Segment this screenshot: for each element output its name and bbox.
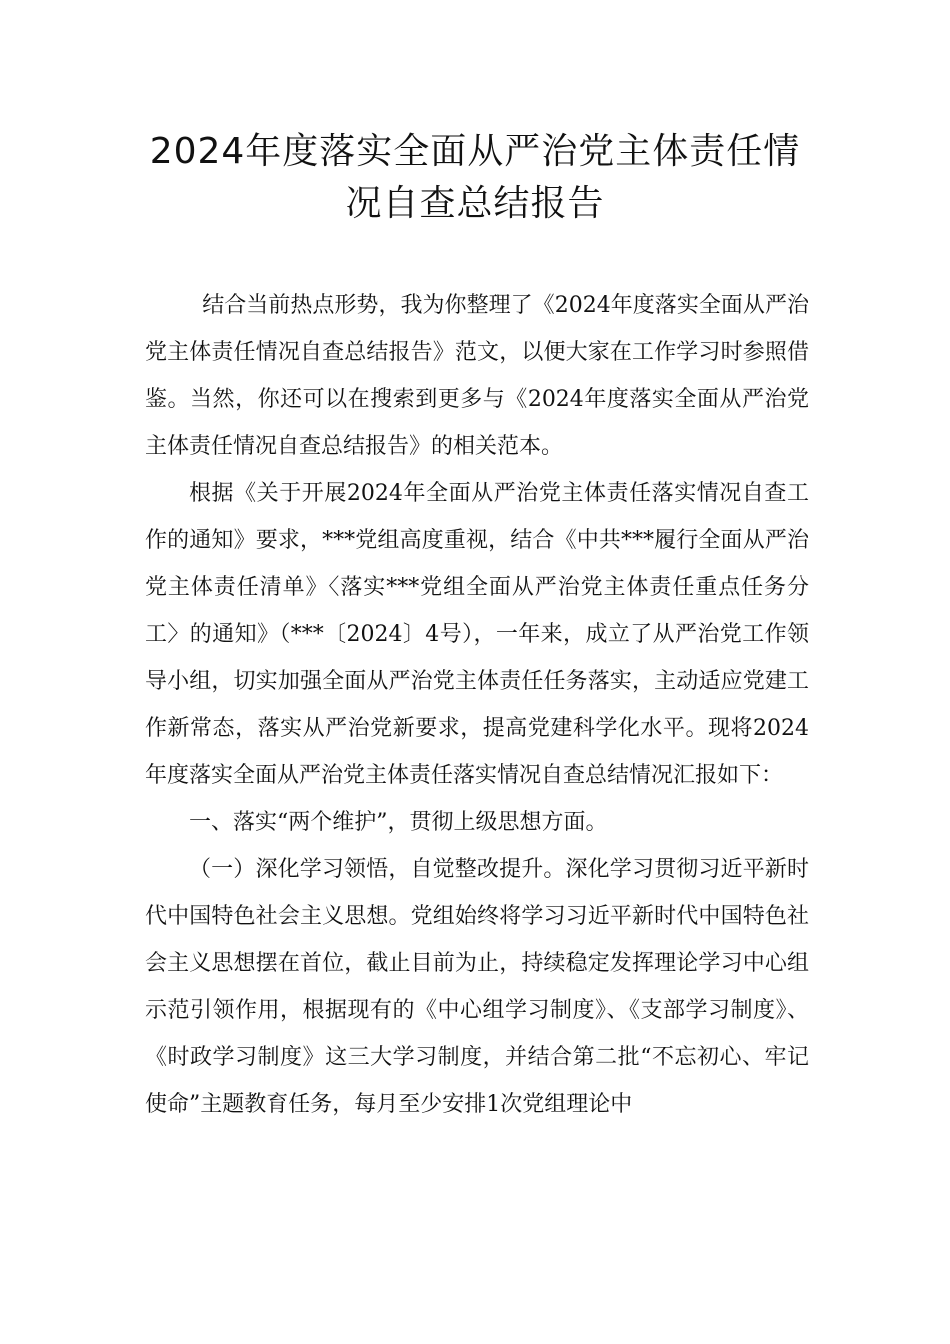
subsection-paragraph-1: （一）深化学习领悟，自觉整改提升。深化学习贯彻习近平新时代中国特色社会主义思想。党组始终将学习习近平新时代中国特色社会主义思想摆在首位，截止目前为止，持续稳定发挥理论学习中心组示范引领作用，根据现有的《中心组学习制度》、《支部学习制度》、《时政学习制度》这三大学习制度，并结合第二批“不忘初心、牢记使命”主题教育任务，每月至少安排1次党组理论中	[145, 857, 809, 1117]
intro-paragraph: 结合当前热点形势，我为你整理了《2024年度落实全面从严治党主体责任情况自查总结报告》范文，以便大家在工作学习时参照借鉴。当然，你还可以在搜索到更多与《2024年度落实全面从严治党主体责任情况自查总结报告》的相关范本。	[145, 293, 809, 459]
document-title	[120, 126, 830, 230]
section-heading-1: 一、落实“两个维护”，贯彻上级思想方面。	[189, 810, 608, 835]
document-body	[145, 282, 809, 1128]
background-paragraph: 根据《关于开展2024年全面从严治党主体责任落实情况自查工作的通知》要求，***党组高度重视，结合《中共***履行全面从严治党主体责任清单》〈落实***党组全面从严治党主体责任重点任务分工〉的通知》（***〔2024〕4号），一年来，成立了从严治党工作领导小组，切实加强全面从严治党主体责任任务落实，主动适应党建工作新常态，落实从严治党新要求，提高党建科学化水平。现将2024年度落实全面从严治党主体责任落实情况自查总结情况汇报如下：	[145, 481, 809, 788]
title-line-1: 2024年度落实全面从严治党主体责任情	[149, 131, 801, 172]
title-line-2: 况自查总结报告	[345, 183, 605, 224]
